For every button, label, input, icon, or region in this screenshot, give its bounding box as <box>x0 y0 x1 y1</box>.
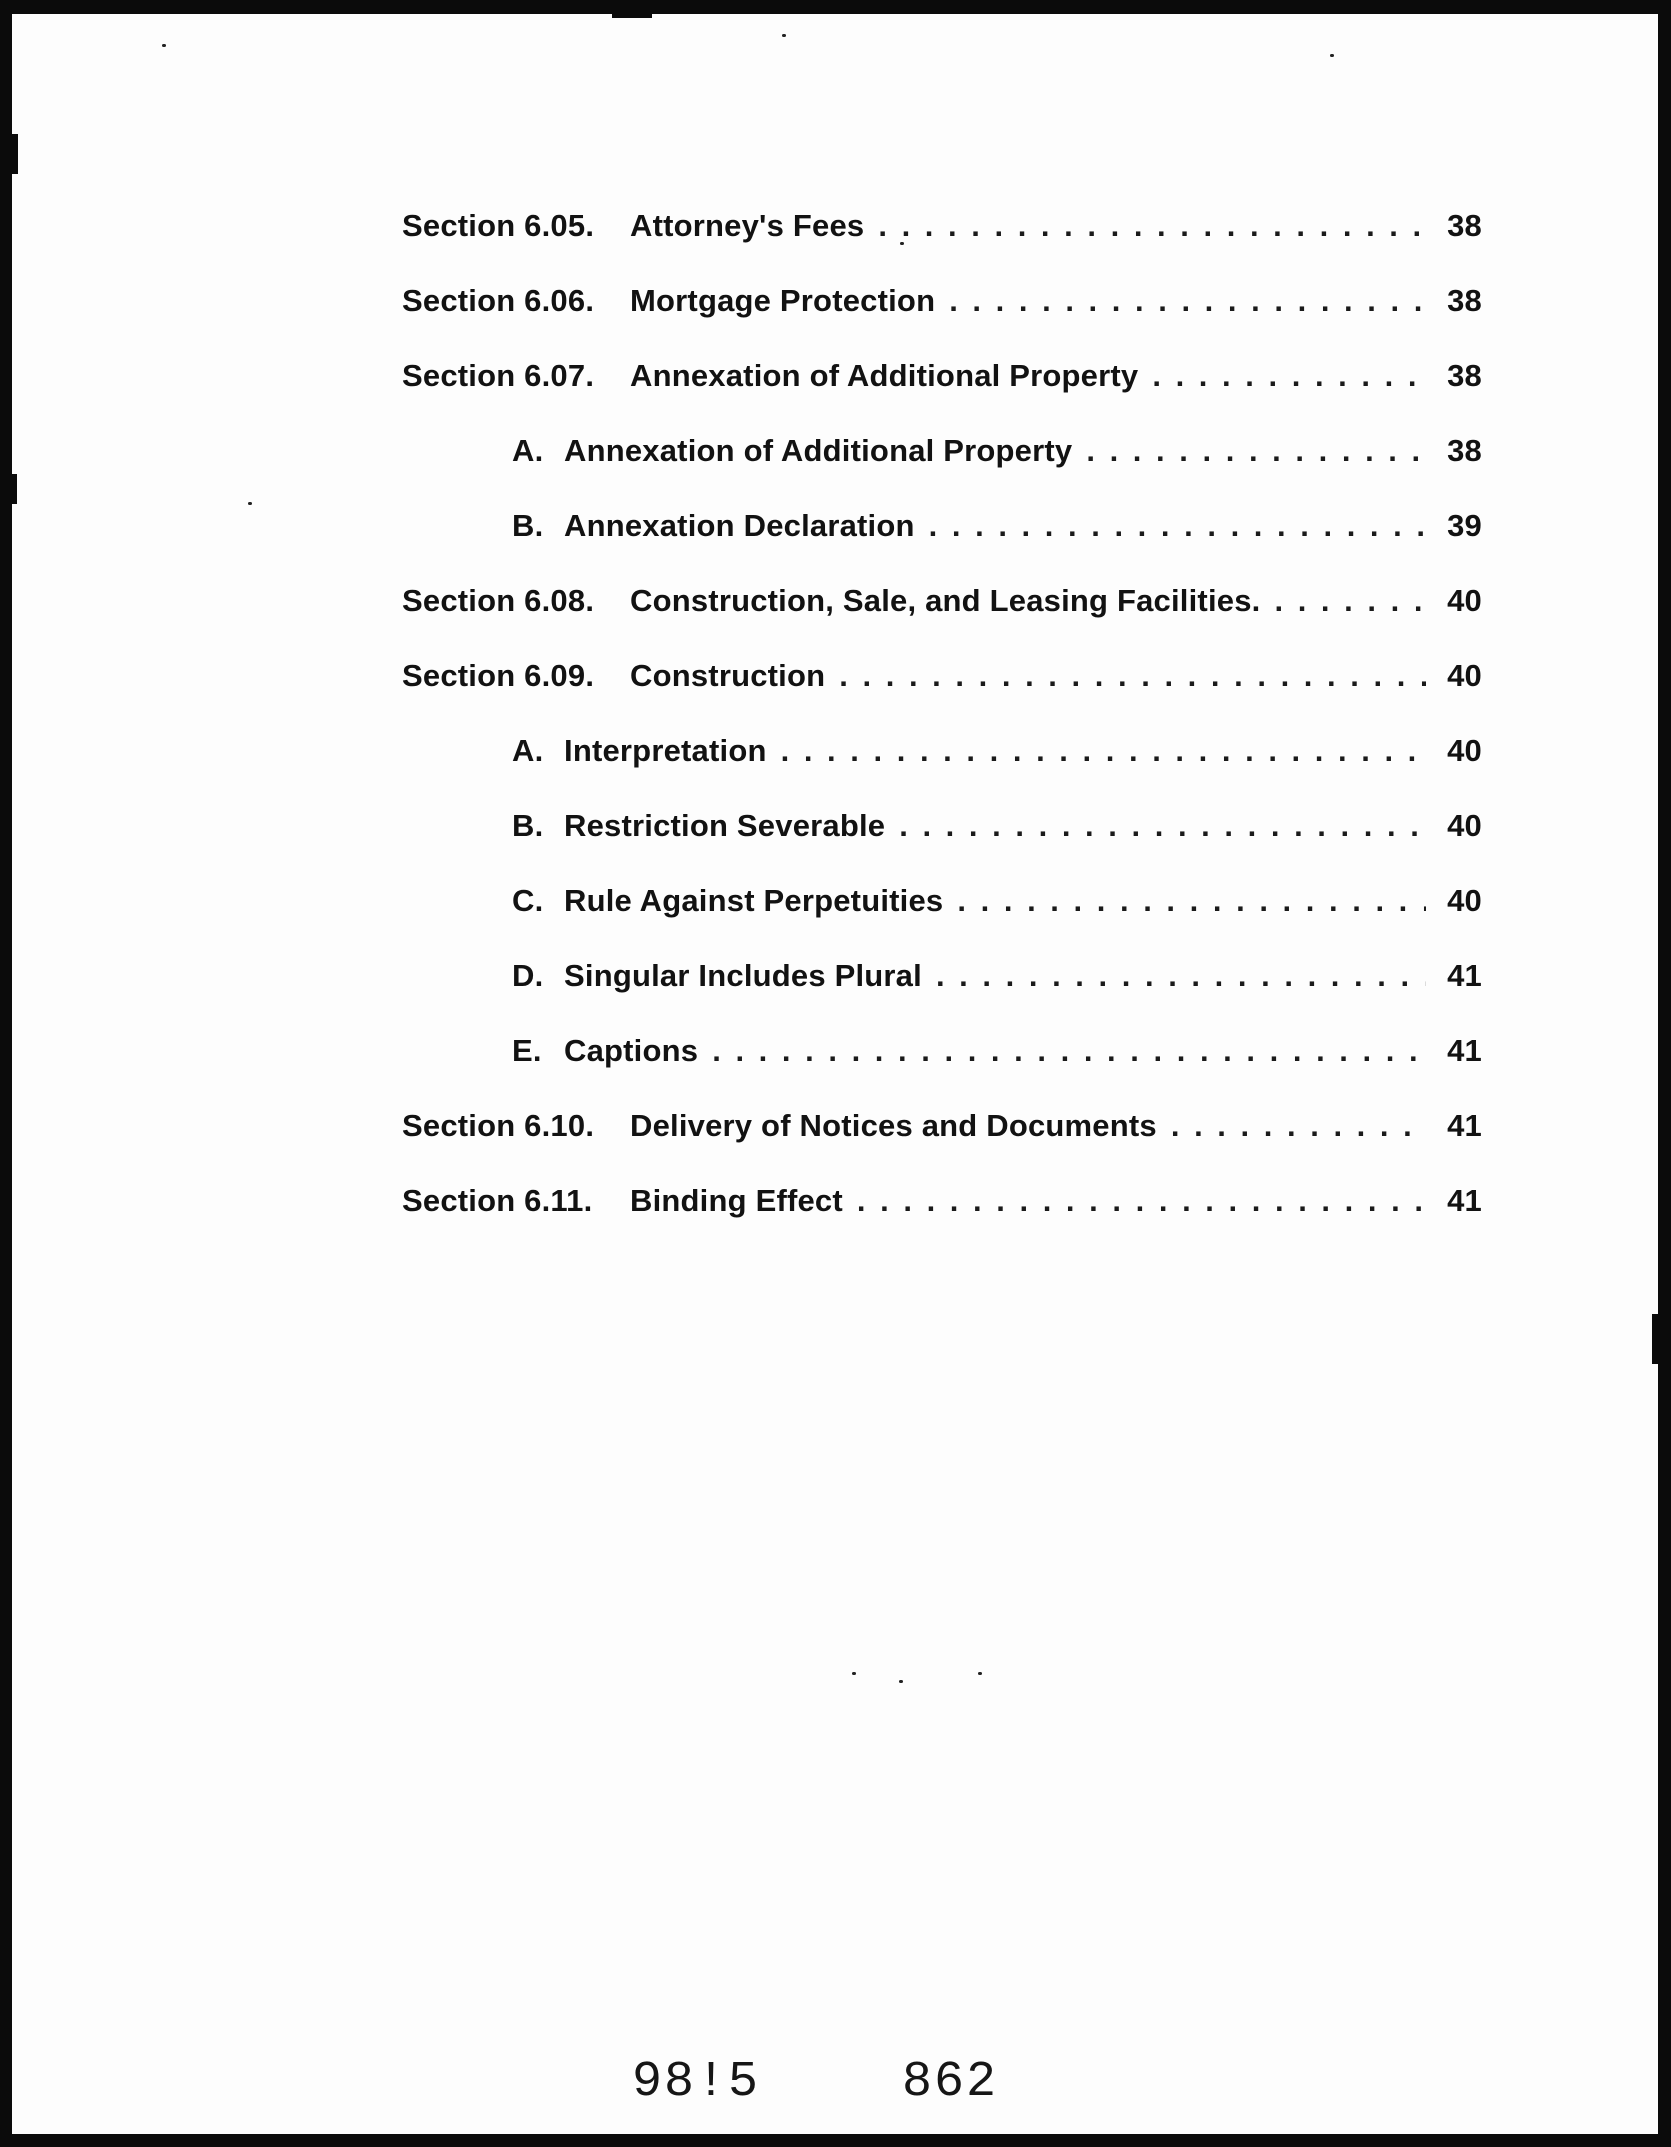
document-codes <box>632 2054 998 2111</box>
entry-title: Construction, Sale, and Leasing Facilities. <box>630 583 1261 618</box>
toc-entry-6-09-c <box>402 883 1482 958</box>
scan-speck <box>162 44 166 47</box>
dot-leader <box>1171 1108 1426 1144</box>
toc-entry-6-09-e <box>402 1033 1482 1108</box>
entry-page-number: 38 <box>1447 358 1482 393</box>
document-code-a: 98!5 <box>632 2054 761 2111</box>
entry-page-number: 41 <box>1447 1108 1482 1143</box>
toc-entry-6-09-b <box>402 808 1482 883</box>
entry-page-number: 40 <box>1447 658 1482 693</box>
entry-page-number: 41 <box>1447 958 1482 993</box>
entry-number: Section 6.11. <box>402 1183 593 1218</box>
entry-page-number: 38 <box>1447 433 1482 468</box>
scan-edge-artifact <box>1652 1314 1658 1364</box>
entry-title: Restriction Severable <box>564 808 886 843</box>
entry-number: D. <box>512 958 544 993</box>
dot-leader <box>936 958 1426 994</box>
toc-entry-6-09 <box>402 658 1482 733</box>
scan-speck <box>782 34 786 37</box>
entry-number: A. <box>512 433 544 468</box>
table-of-contents <box>402 208 1482 1258</box>
scan-speck <box>900 242 904 245</box>
entry-title: Annexation Declaration <box>564 508 915 543</box>
entry-title: Singular Includes Plural <box>564 958 922 993</box>
dot-leader <box>781 733 1426 769</box>
dot-leader <box>857 1183 1426 1219</box>
entry-number: C. <box>512 883 544 918</box>
entry-page-number: 40 <box>1447 733 1482 768</box>
dot-leader <box>929 508 1426 544</box>
entry-title: Interpretation <box>564 733 767 768</box>
scan-speck <box>248 502 252 505</box>
toc-entry-6-08 <box>402 583 1482 658</box>
toc-entry-6-11 <box>402 1183 1482 1258</box>
dot-leader <box>1274 583 1426 619</box>
entry-title: Binding Effect <box>630 1183 843 1218</box>
dot-leader <box>878 208 1426 244</box>
entry-number: E. <box>512 1033 542 1068</box>
entry-title: Construction <box>630 658 826 693</box>
dot-leader <box>1152 358 1426 394</box>
toc-entry-6-05 <box>402 208 1482 283</box>
dot-leader <box>949 283 1426 319</box>
entry-number: B. <box>512 508 544 543</box>
entry-title: Annexation of Additional Property <box>630 358 1139 393</box>
toc-entry-6-10 <box>402 1108 1482 1183</box>
scan-edge-artifact <box>612 14 652 18</box>
entry-number: A. <box>512 733 544 768</box>
entry-number: B. <box>512 808 544 843</box>
dot-leader <box>839 658 1426 694</box>
dot-leader <box>957 883 1426 919</box>
dot-leader <box>899 808 1426 844</box>
entry-page-number: 40 <box>1447 883 1482 918</box>
scan-speck <box>852 1672 856 1675</box>
entry-number: Section 6.05. <box>402 208 595 243</box>
entry-title: Delivery of Notices and Documents <box>630 1108 1157 1143</box>
toc-entry-6-07 <box>402 358 1482 433</box>
dot-leader <box>1086 433 1426 469</box>
entry-number: Section 6.07. <box>402 358 595 393</box>
entry-number: Section 6.10. <box>402 1108 595 1143</box>
entry-title: Captions <box>564 1033 699 1068</box>
dot-leader <box>712 1033 1426 1069</box>
entry-title: Rule Against Perpetuities <box>564 883 944 918</box>
toc-entry-6-07-a <box>402 433 1482 508</box>
entry-title: Mortgage Protection <box>630 283 936 318</box>
scan-speck <box>978 1672 982 1675</box>
document-code-b: 862 <box>902 2054 999 2111</box>
entry-page-number: 38 <box>1447 208 1482 243</box>
entry-page-number: 40 <box>1447 808 1482 843</box>
entry-page-number: 41 <box>1447 1033 1482 1068</box>
entry-page-number: 39 <box>1447 508 1482 543</box>
entry-title: Annexation of Additional Property <box>564 433 1073 468</box>
entry-number: Section 6.09. <box>402 658 595 693</box>
document-page <box>12 14 1658 2134</box>
scan-edge-artifact <box>12 474 17 504</box>
entry-number: Section 6.06. <box>402 283 595 318</box>
entry-page-number: 41 <box>1447 1183 1482 1218</box>
toc-entry-6-07-b <box>402 508 1482 583</box>
entry-title: Attorney's Fees <box>630 208 865 243</box>
scan-speck <box>899 1680 903 1683</box>
scan-edge-artifact <box>12 134 18 174</box>
toc-entry-6-09-d <box>402 958 1482 1033</box>
entry-page-number: 38 <box>1447 283 1482 318</box>
toc-entry-6-06 <box>402 283 1482 358</box>
entry-number: Section 6.08. <box>402 583 595 618</box>
toc-entry-6-09-a <box>402 733 1482 808</box>
entry-page-number: 40 <box>1447 583 1482 618</box>
scan-speck <box>1330 54 1334 57</box>
